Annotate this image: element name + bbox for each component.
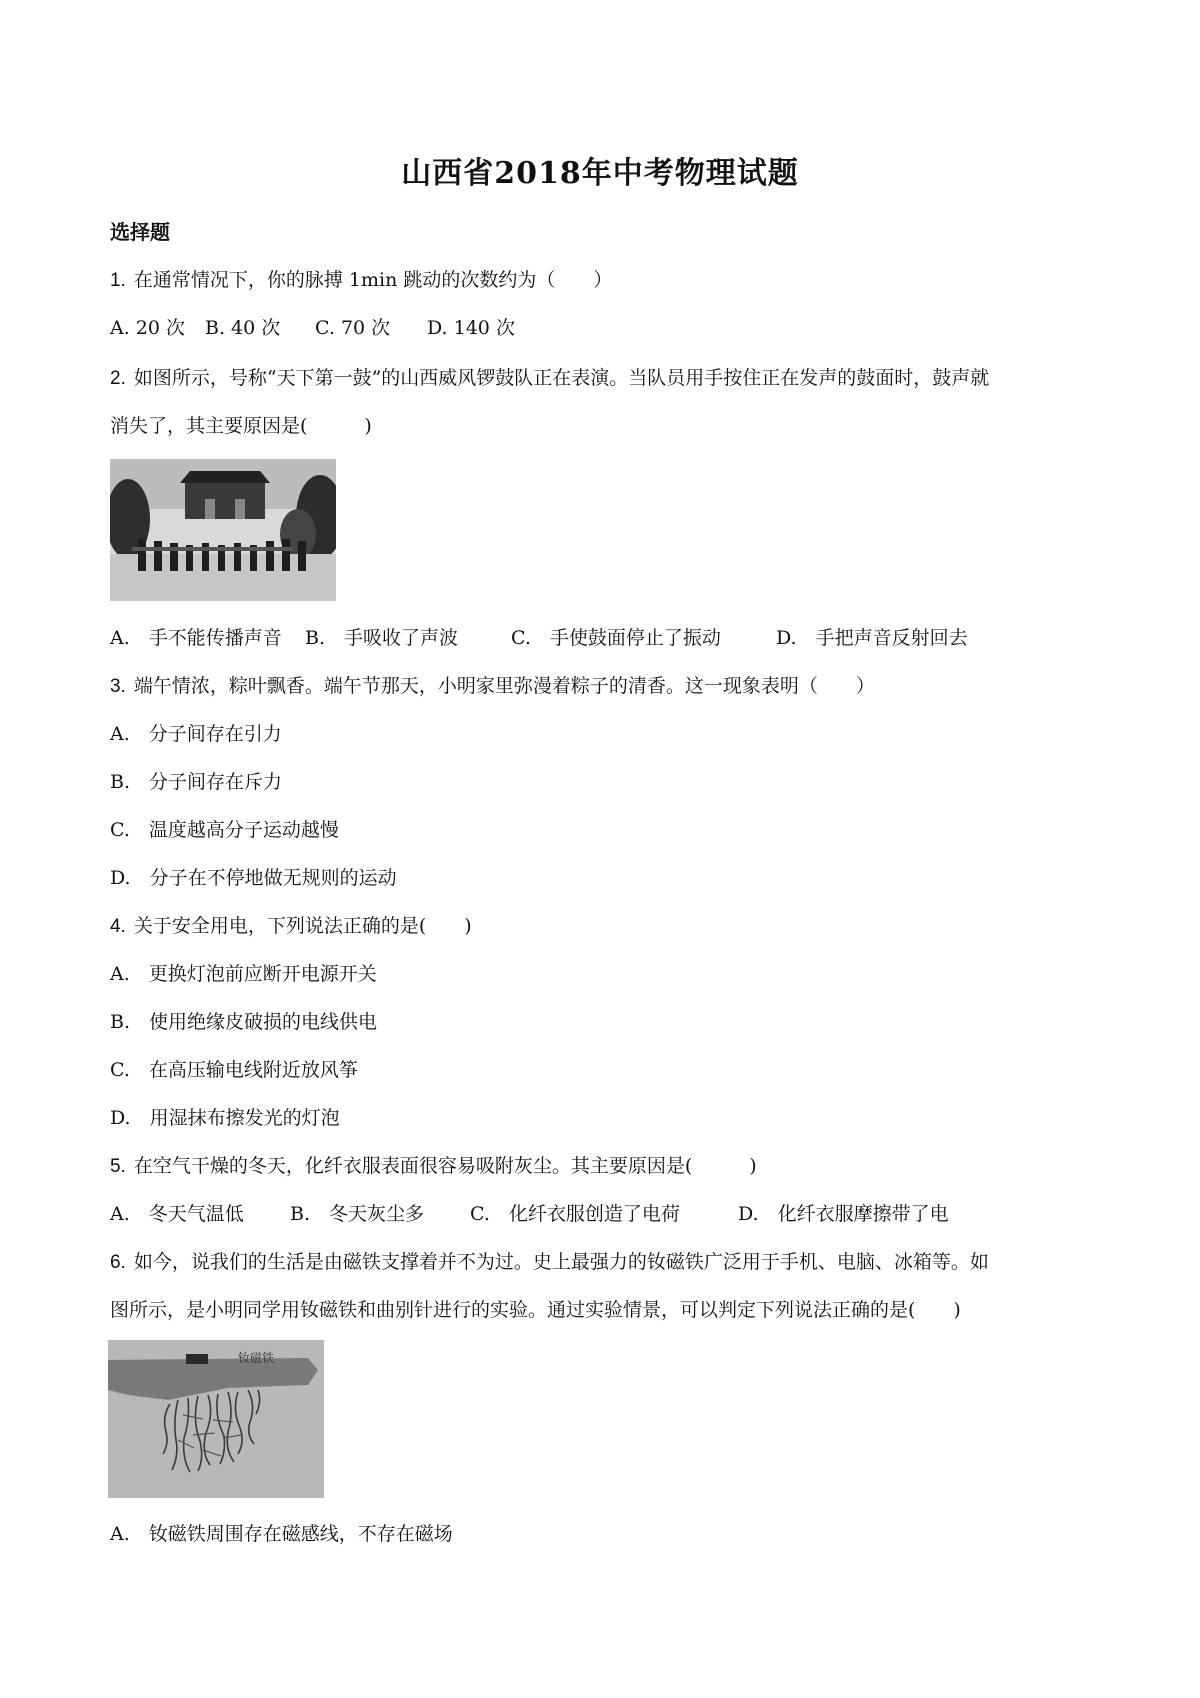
question-number: 3. [110,676,126,697]
option-a: A. 手不能传播声音 [110,627,282,649]
option-b: B. 手吸收了声波 [305,627,459,649]
option-c: C. 手使鼓面停止了振动 [511,627,721,649]
question-6-option-a: A. 钕磁铁周围存在磁感线，不存在磁场 [110,1523,453,1545]
question-text: 在通常情况下，你的脉搏 1min 跳动的次数约为（ ） [133,269,613,291]
question-2-stem [110,365,989,392]
question-text: 在空气干燥的冬天，化纤衣服表面很容易吸附灰尘。其主要原因是( ) [133,1155,757,1177]
question-text: 端午情浓，粽叶飘香。端午节那天，小明家里弥漫着粽子的清香。这一现象表明（ ） [133,675,875,697]
option-a: A. 冬天气温低 [110,1203,244,1225]
question-number: 2. [110,368,126,389]
drum-team-photo [110,459,336,601]
question-6-stem [110,1249,989,1276]
question-3-option-c: C. 温度越高分子运动越慢 [110,819,339,841]
question-1-stem [110,267,612,294]
magnet-paperclip-illustration [108,1340,324,1498]
drum-team-illustration [110,459,336,601]
question-1-options [110,315,515,341]
question-number: 4. [110,916,126,937]
question-text: 如图所示，号称“天下第一鼓”的山西威风锣鼓队正在表演。当队员用手按住正在发声的鼓面时，鼓声就 [133,367,990,389]
option-c: C. 化纤衣服创造了电荷 [470,1203,680,1225]
question-5-stem [110,1153,757,1180]
question-3-option-b: B. 分子间存在斥力 [110,771,283,793]
question-text: 关于安全用电，下列说法正确的是( ) [133,915,472,937]
question-4-option-a: A. 更换灯泡前应断开电源开关 [110,963,377,985]
option-a: A. 20 次 [110,317,186,339]
question-text: 如今，说我们的生活是由磁铁支撑着并不为过。史上最强力的钕磁铁广泛用于手机、电脑、冰箱等。如 [133,1251,989,1273]
question-3-option-a: A. 分子间存在引力 [110,723,282,745]
question-4-option-b: B. 使用绝缘皮破损的电线供电 [110,1011,378,1033]
question-number: 1. [110,270,126,291]
question-4-option-d: D. 用湿抹布擦发光的灯泡 [110,1107,340,1129]
question-5-options [110,1201,949,1227]
question-2-stem-cont: 消失了，其主要原因是( ) [110,415,372,437]
question-number: 5. [110,1156,126,1177]
option-b: B. 冬天灰尘多 [290,1203,425,1225]
question-4-option-c: C. 在高压输电线附近放风筝 [110,1059,358,1081]
option-b: B. 40 次 [205,317,281,339]
question-number: 6. [110,1252,126,1273]
question-4-stem [110,913,472,940]
question-2-options [110,625,968,651]
question-6-stem-cont: 图所示，是小明同学用钕磁铁和曲别针进行的实验。通过实验情景，可以判定下列说法正确的是( ) [110,1299,961,1321]
option-d: D. 手把声音反射回去 [776,627,968,649]
question-3-option-d: D. 分子在不停地做无规则的运动 [110,867,397,889]
section-heading: 选择题 [110,220,170,244]
magnet-label: 钕磁铁 [238,1351,275,1365]
question-3-stem [110,673,875,700]
page-title: 山西省2018年中考物理试题 [401,156,799,191]
magnet-paperclip-photo [108,1340,324,1498]
option-c: C. 70 次 [315,317,391,339]
option-d: D. 140 次 [427,317,515,339]
option-d: D. 化纤衣服摩擦带了电 [738,1203,949,1225]
